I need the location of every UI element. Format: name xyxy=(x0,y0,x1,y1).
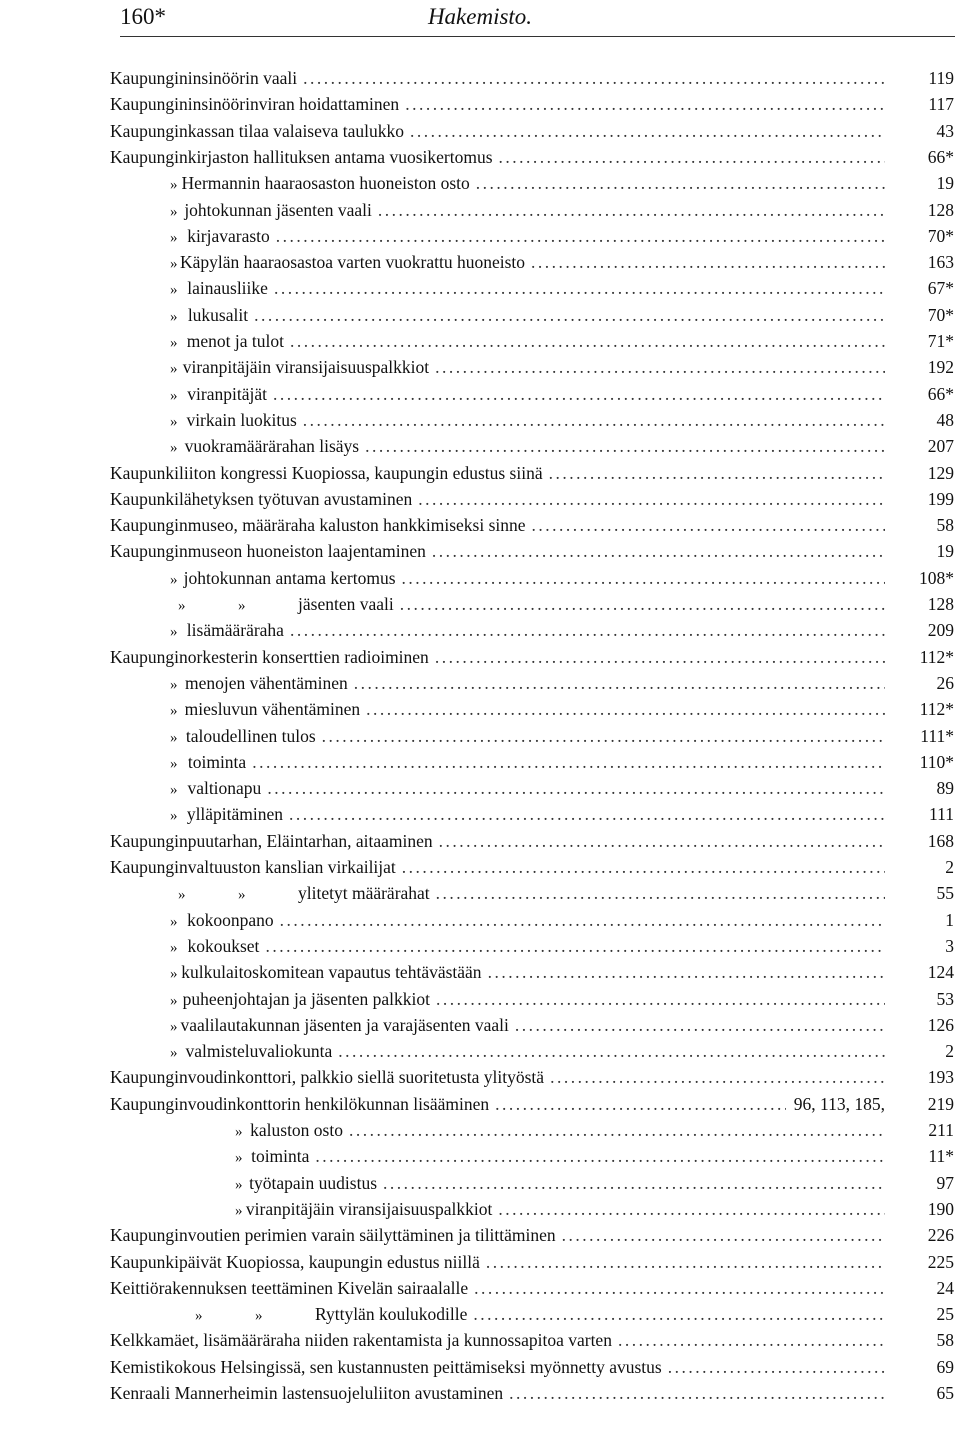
entry-leader xyxy=(110,828,885,854)
dot-leader xyxy=(265,933,885,959)
entry-text: viranpitäjäin viransijaisuuspalkkiot xyxy=(245,1198,493,1219)
entry-page-ref: 24 xyxy=(936,1277,954,1298)
dot-leader xyxy=(290,328,885,354)
dot-leader xyxy=(509,1380,885,1406)
dot-leader xyxy=(515,1012,885,1038)
dot-leader xyxy=(486,1249,885,1275)
entry-leader xyxy=(110,1117,885,1143)
entry-page-ref: 108* xyxy=(919,567,954,588)
ditto-mark: » xyxy=(170,1018,178,1035)
entry-leader xyxy=(110,1327,885,1353)
entry-leader xyxy=(110,223,885,249)
index-entry xyxy=(0,328,960,354)
entry-page-ref: 219 xyxy=(927,1093,954,1114)
running-title: Hakemisto. xyxy=(427,4,533,29)
entry-text: valtionapu xyxy=(187,778,262,799)
ditto-mark: » xyxy=(170,229,178,246)
index-entry xyxy=(0,801,960,827)
entry-page-ref: 1 xyxy=(945,909,954,930)
ditto-mark: » xyxy=(238,598,246,614)
entry-leader xyxy=(110,644,885,670)
entry-leader xyxy=(110,249,885,275)
entry-leader xyxy=(110,933,885,959)
entry-leader xyxy=(110,1038,885,1064)
entry-text: Kemistikokous Helsingissä, sen kustannusten peittämiseksi myönnetty avustus xyxy=(110,1356,662,1377)
entry-text: Kenraali Mannerheimin lastensuojeluliiton avustaminen xyxy=(110,1383,504,1403)
entry-leader xyxy=(110,775,885,801)
entry-text: Kaupunginmuseo, määräraha kaluston hankkimiseksi sinne xyxy=(110,515,526,536)
entry-page-ref: 19 xyxy=(936,173,954,194)
entry-page-ref: 3 xyxy=(945,935,954,956)
entry-page-ref: 66* xyxy=(927,383,954,404)
dot-leader xyxy=(499,144,885,170)
dot-leader xyxy=(488,959,885,985)
dot-leader xyxy=(435,644,885,670)
entry-leader xyxy=(110,197,885,223)
entry-text: lainausliike xyxy=(187,278,268,299)
entry-leader xyxy=(110,170,885,196)
entry-page-ref: 66* xyxy=(927,146,954,167)
dot-leader xyxy=(436,986,885,1012)
dot-leader xyxy=(366,696,885,722)
entry-leader xyxy=(110,512,885,538)
dot-leader xyxy=(402,565,885,591)
dot-leader xyxy=(315,1143,885,1169)
index-entry xyxy=(0,538,960,564)
index-entry xyxy=(0,1170,960,1196)
dot-leader xyxy=(273,381,885,407)
ditto-mark: » xyxy=(170,966,178,983)
entry-text: viranpitäjäin viransijaisuuspalkkiot xyxy=(182,357,430,378)
entry-text: jäsenten vaali xyxy=(298,594,394,614)
ditto-mark: » xyxy=(170,676,178,693)
dot-leader xyxy=(252,749,885,775)
dot-leader xyxy=(378,197,885,223)
dot-leader xyxy=(280,907,885,933)
entry-text: johtokunnan jäsenten vaali xyxy=(184,199,372,220)
entry-page-ref: 25 xyxy=(936,1304,954,1325)
entry-page-ref: 190 xyxy=(927,1198,954,1219)
entry-leader xyxy=(110,986,885,1012)
index-entry xyxy=(0,275,960,301)
entry-leader xyxy=(110,302,885,328)
ditto-mark: » xyxy=(255,1308,263,1325)
entry-leader xyxy=(110,1301,885,1327)
dot-leader xyxy=(410,118,885,144)
entry-text: ylitetyt määrärahat xyxy=(298,883,430,904)
entry-page-ref: 55 xyxy=(936,883,954,904)
entry-text: Ryttylän koulukodille xyxy=(315,1304,468,1325)
index-entry xyxy=(0,1249,960,1275)
index-entry xyxy=(0,565,960,591)
entry-leader xyxy=(110,1222,885,1248)
entry-page-ref: 119 xyxy=(928,68,954,88)
entry-text: toiminta xyxy=(251,1146,310,1167)
entry-text: kokoonpano xyxy=(187,909,274,930)
entry-text: kirjavarasto xyxy=(187,225,270,246)
dot-leader xyxy=(498,1196,885,1222)
ditto-mark: » xyxy=(170,571,178,588)
entry-text: Kaupunginpuutarhan, Eläintarhan, aitaaminen xyxy=(110,830,433,851)
index-entry xyxy=(0,1275,960,1301)
entry-text: toiminta xyxy=(187,751,247,772)
dot-leader xyxy=(400,591,885,617)
dot-leader xyxy=(439,828,885,854)
dot-leader xyxy=(668,1354,885,1380)
index-entry xyxy=(0,591,960,617)
entry-page-ref: 124 xyxy=(927,962,954,983)
index-entry xyxy=(0,749,960,775)
entry-leader xyxy=(110,91,885,117)
dot-leader xyxy=(349,1117,885,1143)
entry-page-ref: 193 xyxy=(927,1067,954,1088)
entry-leader xyxy=(110,591,885,617)
dot-leader xyxy=(618,1327,885,1353)
entry-leader xyxy=(110,723,885,749)
entry-leader xyxy=(110,696,885,722)
entry-leader xyxy=(110,486,885,512)
ditto-mark: » xyxy=(170,808,178,825)
dot-leader xyxy=(267,775,885,801)
ditto-mark: » xyxy=(170,440,178,457)
entry-leader xyxy=(110,670,885,696)
entry-leader xyxy=(110,854,885,880)
entry-page-ref: 112* xyxy=(919,646,954,667)
entry-leader xyxy=(110,1012,885,1038)
entry-page-ref: 199 xyxy=(927,488,954,509)
entry-text: menot ja tulot xyxy=(186,331,285,351)
index-entry xyxy=(0,1038,960,1064)
ditto-mark: » xyxy=(235,1202,243,1219)
dot-leader xyxy=(365,433,885,459)
dot-leader xyxy=(550,1064,885,1090)
ditto-mark: » xyxy=(178,887,186,904)
entry-leader xyxy=(110,880,885,906)
index-entry xyxy=(0,1064,960,1090)
ditto-mark: » xyxy=(170,624,178,641)
dot-leader xyxy=(473,1301,885,1327)
index-entry xyxy=(0,880,960,906)
dot-leader xyxy=(495,1091,786,1117)
page-header xyxy=(0,0,960,40)
index-entry xyxy=(0,433,960,459)
entry-leader xyxy=(110,275,885,301)
entry-leader xyxy=(110,460,885,486)
entry-page-ref: 207 xyxy=(927,436,954,457)
entry-leader xyxy=(110,959,885,985)
entry-page-ref: 2 xyxy=(945,857,954,877)
index-entry xyxy=(0,1012,960,1038)
entry-page-ref: 126 xyxy=(927,1014,954,1035)
entry-leader xyxy=(110,328,885,354)
entry-page-ref: 65 xyxy=(936,1383,954,1403)
entry-page-ref: 71* xyxy=(927,331,954,351)
index-entry xyxy=(0,1091,960,1117)
ditto-mark: » xyxy=(170,256,178,273)
ditto-mark: » xyxy=(170,282,178,299)
index-entry xyxy=(0,407,960,433)
entry-page-ref: 163 xyxy=(927,252,954,273)
dot-leader xyxy=(476,170,885,196)
index-entry xyxy=(0,249,960,275)
dot-leader xyxy=(531,249,885,275)
ditto-mark: » xyxy=(170,992,178,1009)
index-entry xyxy=(0,723,960,749)
entry-text: Hermannin haaraosaston huoneiston osto xyxy=(181,173,470,194)
dot-leader xyxy=(276,223,885,249)
entry-text: kokoukset xyxy=(187,935,260,956)
dot-leader xyxy=(354,670,885,696)
index-entry xyxy=(0,65,960,91)
dot-leader xyxy=(405,91,885,117)
entry-page-ref: 70* xyxy=(927,225,954,246)
ditto-mark: » xyxy=(235,1150,243,1167)
entry-page-ref: 43 xyxy=(936,120,954,141)
entry-text: Kaupunginvaltuuston kanslian virkailijat xyxy=(110,857,396,877)
ditto-mark: » xyxy=(170,387,178,404)
entry-page-ref: 70* xyxy=(927,304,954,325)
entry-leader xyxy=(110,538,885,564)
dot-leader xyxy=(338,1038,885,1064)
entry-leader xyxy=(110,617,885,643)
dot-leader xyxy=(549,460,885,486)
index-entry xyxy=(0,696,960,722)
entry-page-ref: 97 xyxy=(936,1172,954,1193)
entry-text: Kaupunginkirjaston hallituksen antama vuosikertomus xyxy=(110,146,493,167)
dot-leader xyxy=(435,354,885,380)
index-entry xyxy=(0,1117,960,1143)
entry-text: Kaupunginvoudinkonttori, palkkio siellä suoritetusta ylityöstä xyxy=(110,1067,545,1088)
ditto-mark: » xyxy=(170,755,178,772)
index-entry xyxy=(0,381,960,407)
index-entry xyxy=(0,118,960,144)
entry-page-ref: 225 xyxy=(927,1251,954,1272)
entry-text: Kaupungininsinöörinviran hoidattaminen xyxy=(110,94,400,115)
entry-page-ref: 69 xyxy=(936,1356,954,1377)
index-entry xyxy=(0,644,960,670)
entry-leader xyxy=(110,565,885,591)
entry-text: Keittiörakennuksen teettäminen Kivelän sairaalalle xyxy=(110,1277,469,1298)
dot-leader xyxy=(303,65,885,91)
index-entry xyxy=(0,907,960,933)
entry-text: Kaupungininsinöörin vaali xyxy=(110,68,298,88)
page-number: 160* xyxy=(120,4,166,29)
entry-text: johtokunnan antama kertomus xyxy=(183,567,396,588)
ditto-mark: » xyxy=(170,203,178,220)
ditto-mark: » xyxy=(170,703,178,720)
entry-leader xyxy=(110,1064,885,1090)
entry-leader xyxy=(110,144,885,170)
index-entry xyxy=(0,512,960,538)
ditto-mark: » xyxy=(170,335,178,351)
entry-leader xyxy=(110,1170,885,1196)
entry-text: Kaupunginmuseon huoneiston laajentaminen xyxy=(110,541,426,562)
dot-leader xyxy=(274,275,885,301)
entry-page-ref: 117 xyxy=(928,94,954,115)
ditto-mark: » xyxy=(195,1308,203,1325)
entry-text: virkain luokitus xyxy=(186,409,297,430)
entry-leader xyxy=(110,354,885,380)
entry-page-ref: 26 xyxy=(936,672,954,693)
entry-text: lisämääräraha xyxy=(186,620,284,641)
entry-page-ref: 58 xyxy=(936,1330,954,1351)
index-entry xyxy=(0,1380,960,1406)
entry-text: Kaupunkiliiton kongressi Kuopiossa, kaupungin edustus siinä xyxy=(110,462,543,483)
entry-page-ref: 67* xyxy=(927,278,954,299)
index-entry xyxy=(0,460,960,486)
index-entry xyxy=(0,986,960,1012)
entry-text: työtapain uudistus xyxy=(249,1172,378,1193)
dot-leader xyxy=(290,617,885,643)
dot-leader xyxy=(432,538,885,564)
header-rule xyxy=(120,36,955,37)
entry-page-ref: 58 xyxy=(936,515,954,536)
entry-leader xyxy=(110,1380,885,1406)
entry-leader xyxy=(110,118,885,144)
entry-leader xyxy=(110,1196,885,1222)
entry-page-ref: 192 xyxy=(927,357,954,378)
entry-text: Kaupunkilähetyksen työtuvan avustaminen xyxy=(110,488,413,509)
entry-text: Käpylän haaraosastoa varten vuokrattu huoneisto xyxy=(179,252,526,273)
entry-page-ref: 209 xyxy=(927,620,954,641)
ditto-mark: » xyxy=(170,308,178,325)
ditto-mark: » xyxy=(238,887,246,904)
dot-leader xyxy=(289,801,885,827)
entry-page-ref: 11* xyxy=(928,1146,954,1167)
entry-text: lukusalit xyxy=(187,304,249,325)
ditto-mark: » xyxy=(178,598,186,614)
entry-text: vuokramäärärahan lisäys xyxy=(184,436,360,457)
entry-leader xyxy=(110,801,885,827)
entry-text: taloudellinen tulos xyxy=(185,725,316,746)
entry-leader xyxy=(110,407,885,433)
ditto-mark: » xyxy=(170,782,178,799)
entry-text: Kaupunginvoudinkonttorin henkilökunnan lisääminen xyxy=(110,1093,490,1114)
index-entry xyxy=(0,959,960,985)
entry-page-ref: 112* xyxy=(919,699,954,720)
dot-leader xyxy=(383,1170,885,1196)
entry-page-ref: 211 xyxy=(928,1120,954,1140)
index-entry xyxy=(0,223,960,249)
index-entry xyxy=(0,197,960,223)
index-entry xyxy=(0,1354,960,1380)
entry-text: menojen vähentäminen xyxy=(184,672,348,693)
entry-page-ref: 111 xyxy=(929,804,954,825)
entry-page-ref: 89 xyxy=(936,778,954,799)
entry-text: Kaupunkipäivät Kuopiossa, kaupungin edustus niillä xyxy=(110,1251,480,1272)
entry-leader xyxy=(110,1275,885,1301)
entry-leader xyxy=(110,1091,885,1117)
entry-text: puheenjohtajan ja jäsenten palkkiot xyxy=(182,988,431,1009)
entry-text: viranpitäjät xyxy=(187,383,267,404)
entry-page-ref: 2 xyxy=(945,1041,954,1062)
entry-text: Kaupunginvoutien perimien varain säilyttäminen ja tilittäminen xyxy=(110,1225,556,1246)
ditto-mark: » xyxy=(170,913,178,930)
index-entry xyxy=(0,486,960,512)
entry-page-ref: 19 xyxy=(936,541,954,562)
entry-text: Kaupunginkassan tilaa valaiseva taulukko xyxy=(110,120,405,141)
entry-extra-refs: 96, 113, 185, xyxy=(793,1093,885,1114)
dot-leader xyxy=(254,302,885,328)
entry-leader xyxy=(110,907,885,933)
entry-page-ref: 128 xyxy=(927,594,954,614)
index-entry xyxy=(0,302,960,328)
entry-leader xyxy=(110,1143,885,1169)
dot-leader xyxy=(418,486,885,512)
entry-text: Kelkkamäet, lisämääräraha niiden rakentamista ja kunnossapitoa varten xyxy=(110,1330,612,1351)
ditto-mark: » xyxy=(170,1045,178,1062)
entry-page-ref: 168 xyxy=(927,830,954,851)
index-entry xyxy=(0,933,960,959)
index-entry xyxy=(0,354,960,380)
index-entry xyxy=(0,854,960,880)
dot-leader xyxy=(322,723,885,749)
dot-leader xyxy=(303,407,885,433)
entry-text: vaalilautakunnan jäsenten ja varajäsenten vaali xyxy=(180,1014,509,1035)
ditto-mark: » xyxy=(170,939,178,956)
entry-page-ref: 110* xyxy=(919,751,954,772)
entry-page-ref: 129 xyxy=(927,462,954,483)
entry-text: ylläpitäminen xyxy=(186,804,284,825)
ditto-mark: » xyxy=(170,361,178,378)
index-entry xyxy=(0,775,960,801)
dot-leader xyxy=(562,1222,885,1248)
entry-text: valmisteluvaliokunta xyxy=(185,1041,333,1062)
index-entry xyxy=(0,1327,960,1353)
ditto-mark: » xyxy=(235,1124,243,1140)
ditto-mark: » xyxy=(170,729,178,746)
entry-leader xyxy=(110,381,885,407)
dot-leader xyxy=(402,854,885,880)
entry-text: miesluvun vähentäminen xyxy=(184,699,361,720)
entry-leader xyxy=(110,749,885,775)
entry-leader xyxy=(110,1354,885,1380)
dot-leader xyxy=(532,512,885,538)
entry-page-ref: 226 xyxy=(927,1225,954,1246)
index-entry xyxy=(0,170,960,196)
dot-leader xyxy=(436,880,885,906)
index-entry xyxy=(0,91,960,117)
index-entry xyxy=(0,828,960,854)
entry-leader xyxy=(110,433,885,459)
ditto-mark: » xyxy=(170,177,178,194)
index-entry xyxy=(0,670,960,696)
entry-page-ref: 111* xyxy=(920,725,954,746)
index-entry xyxy=(0,1196,960,1222)
entry-leader xyxy=(110,1249,885,1275)
index-entry xyxy=(0,617,960,643)
ditto-mark: » xyxy=(170,413,178,430)
index-entry xyxy=(0,1222,960,1248)
entry-page-ref: 48 xyxy=(936,409,954,430)
entry-page-ref: 128 xyxy=(927,199,954,220)
entry-text: kaluston osto xyxy=(250,1120,343,1140)
entry-page-ref: 53 xyxy=(936,988,954,1009)
ditto-mark: » xyxy=(235,1176,243,1193)
dot-leader xyxy=(474,1275,885,1301)
index-entry xyxy=(0,144,960,170)
entry-text: Kaupunginorkesterin konserttien radioiminen xyxy=(110,646,429,667)
index-entry xyxy=(0,1301,960,1327)
entry-text: kulkulaitoskomitean vapautus tehtävästään xyxy=(181,962,482,983)
index-entry xyxy=(0,1143,960,1169)
entry-leader xyxy=(110,65,885,91)
